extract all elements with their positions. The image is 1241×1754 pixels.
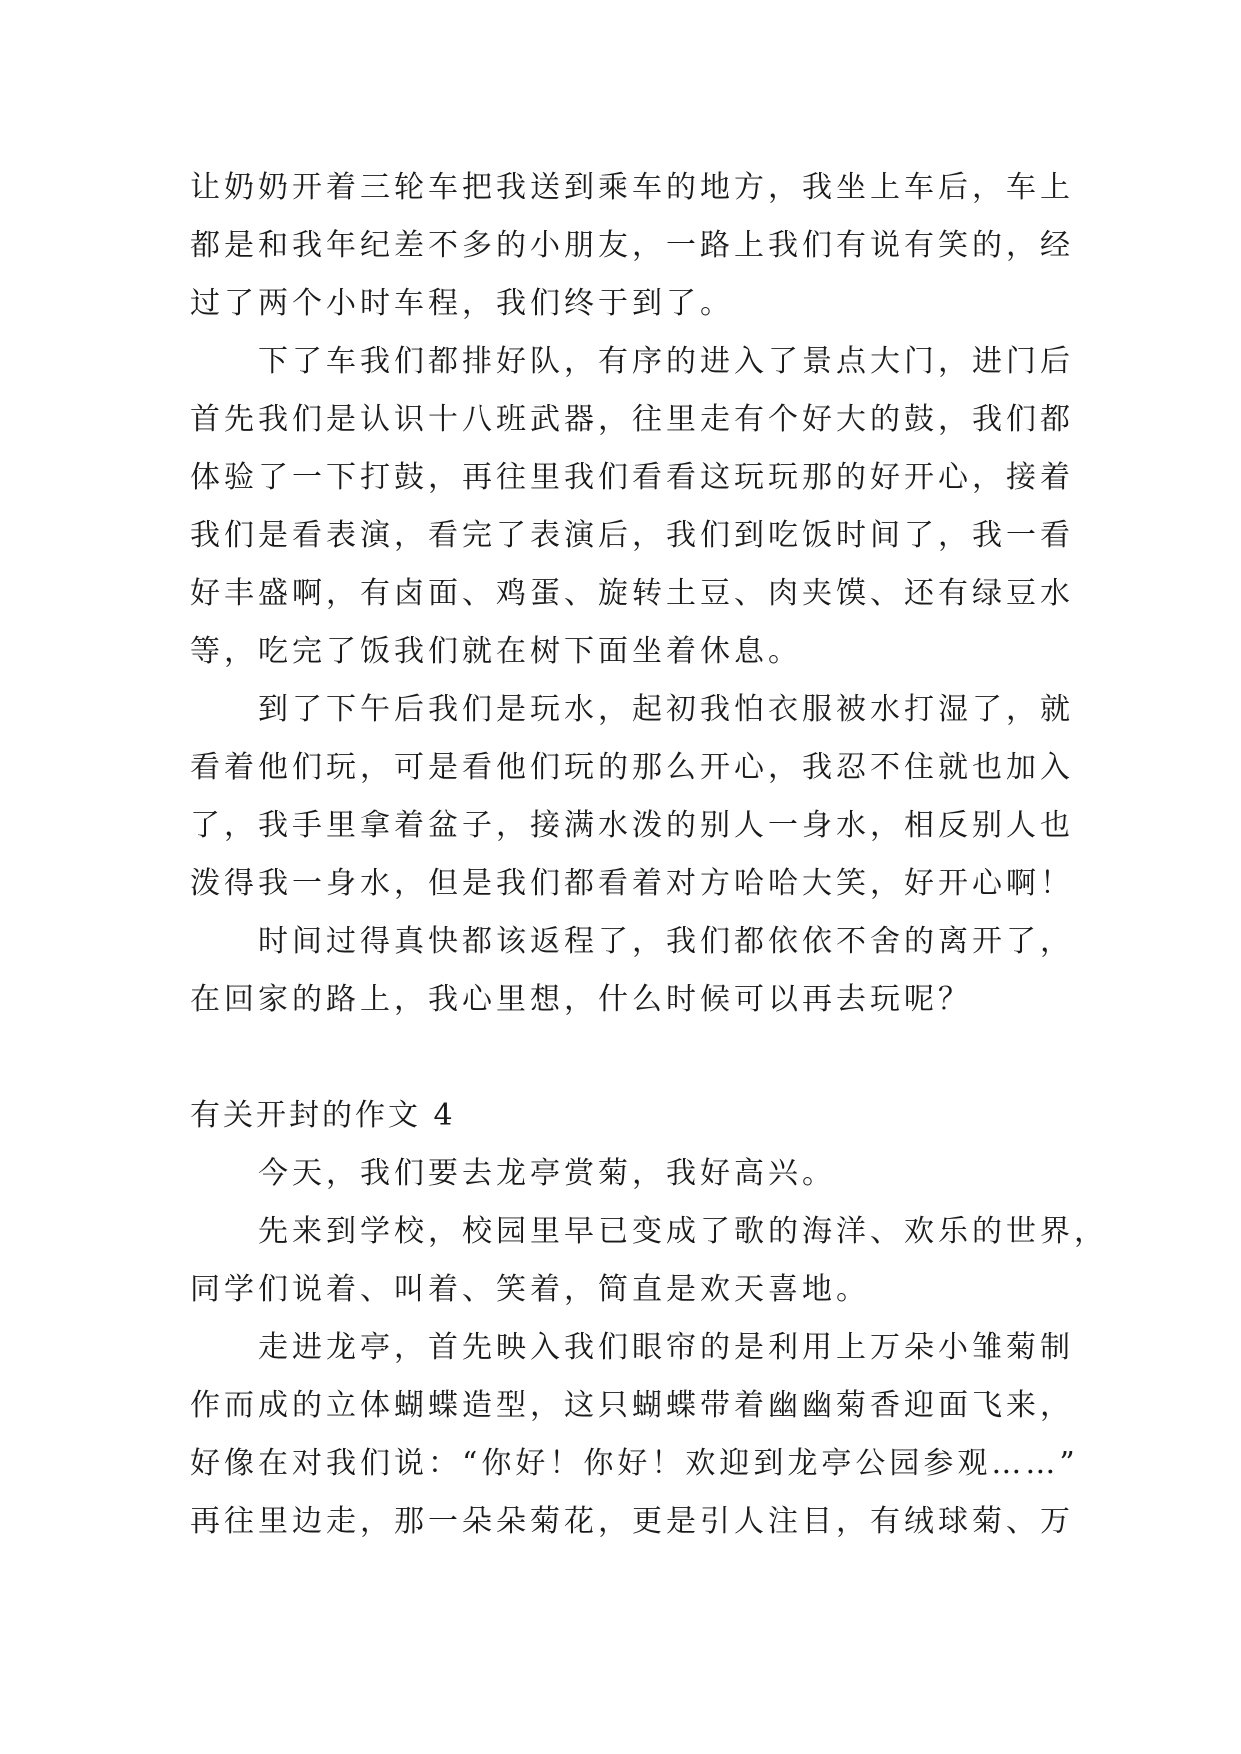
text-line: 等，吃完了饭我们就在树下面坐着休息。 (190, 634, 802, 669)
text-line: 都是和我年纪差不多的小朋友，一路上我们有说有笑的，经 (190, 228, 1074, 263)
paragraph-first-line: 到了下午后我们是玩水，起初我怕衣服被水打湿了，就 (258, 692, 1074, 727)
text-line: 首先我们是认识十八班武器，往里走有个好大的鼓，我们都 (190, 402, 1074, 437)
text-line: 作而成的立体蝴蝶造型，这只蝴蝶带着幽幽菊香迎面飞来， (190, 1388, 1074, 1423)
paragraph-first-line: 走进龙亭，首先映入我们眼帘的是利用上万朵小雏菊制 (258, 1330, 1074, 1365)
text-line: 同学们说着、叫着、笑着，简直是欢天喜地。 (190, 1272, 870, 1307)
paragraph-first-line: 今天，我们要去龙亭赏菊，我好高兴。 (258, 1156, 836, 1191)
section-heading: 有关开封的作文 4 (190, 1098, 456, 1133)
paragraph-first-line: 时间过得真快都该返程了，我们都依依不舍的离开了， (258, 924, 1074, 959)
paragraph-first-line: 先来到学校，校园里早已变成了歌的海洋、欢乐的世界， (258, 1214, 1108, 1249)
text-line: 在回家的路上，我心里想，什么时候可以再去玩呢？ (190, 982, 972, 1017)
text-line: 好丰盛啊，有卤面、鸡蛋、旋转土豆、肉夹馍、还有绿豆水 (190, 576, 1074, 611)
text-line: 看着他们玩，可是看他们玩的那么开心，我忍不住就也加入 (190, 750, 1074, 785)
paragraph-first-line: 下了车我们都排好队，有序的进入了景点大门，进门后 (258, 344, 1074, 379)
text-line: 让奶奶开着三轮车把我送到乘车的地方，我坐上车后，车上 (190, 170, 1074, 205)
text-line: 了，我手里拿着盆子，接满水泼的别人一身水，相反别人也 (190, 808, 1074, 843)
text-line: 体验了一下打鼓，再往里我们看看这玩玩那的好开心，接着 (190, 460, 1074, 495)
text-line: 我们是看表演，看完了表演后，我们到吃饭时间了，我一看 (190, 518, 1074, 553)
text-line: 好像在对我们说：“你好！你好！欢迎到龙亭公园参观……” (190, 1446, 1079, 1481)
text-line: 再往里边走，那一朵朵菊花，更是引人注目，有绒球菊、万 (190, 1504, 1074, 1539)
text-line: 过了两个小时车程，我们终于到了。 (190, 286, 734, 321)
text-line: 泼得我一身水，但是我们都看着对方哈哈大笑，好开心啊！ (190, 866, 1074, 901)
